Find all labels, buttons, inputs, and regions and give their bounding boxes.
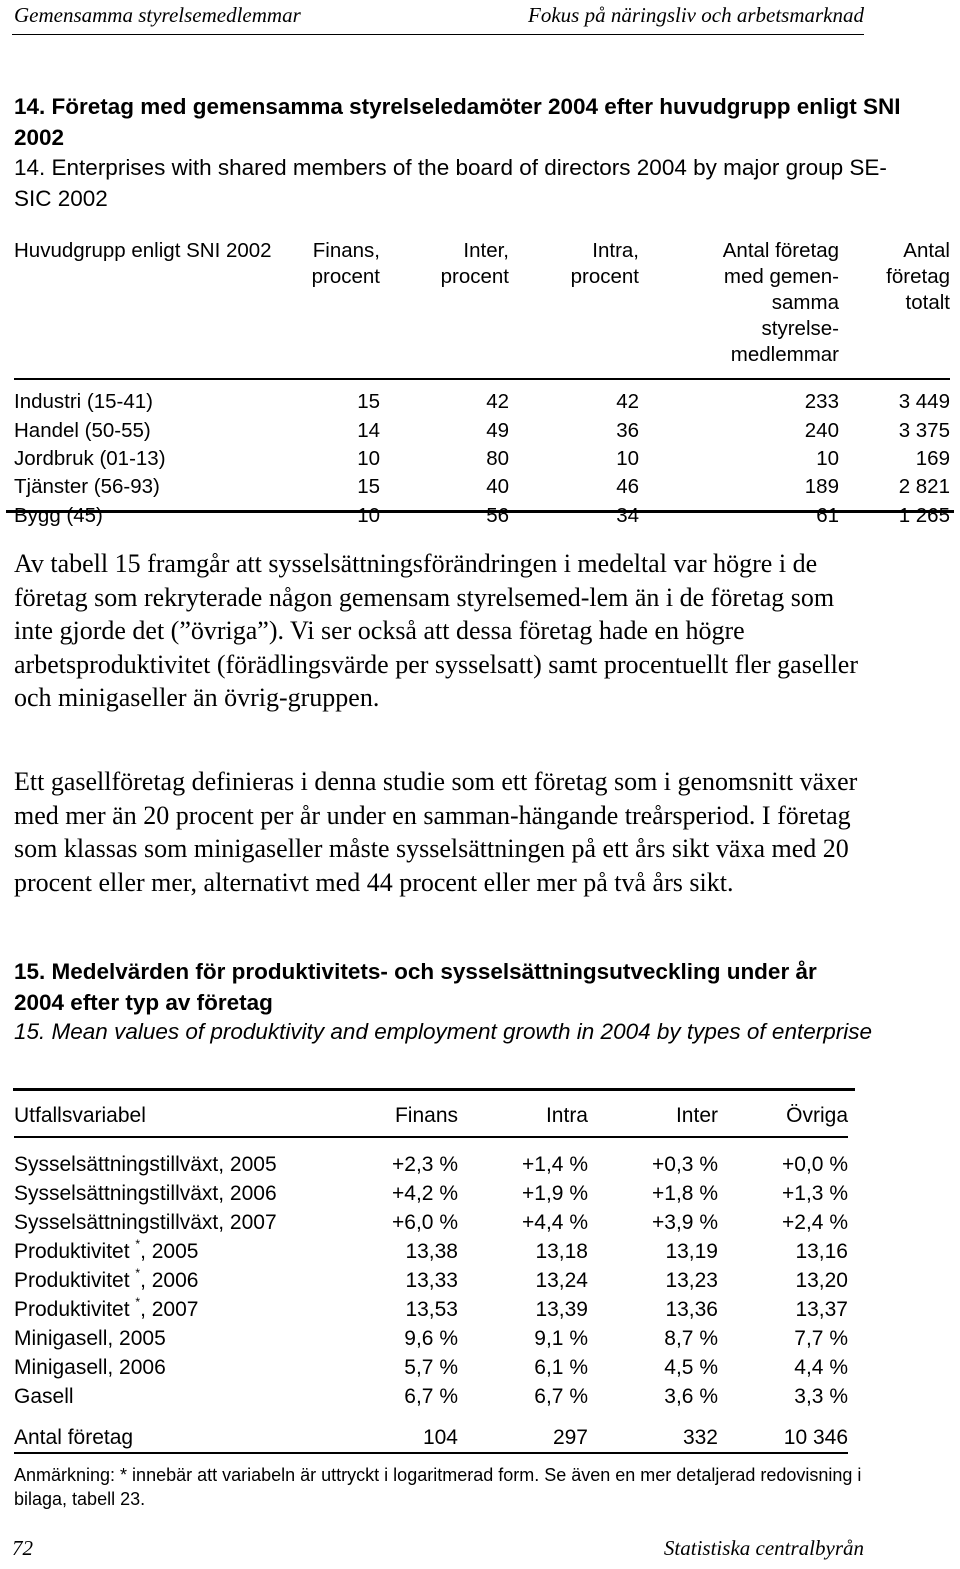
table15-cell: Sysselsättningstillväxt, 2007 — [14, 1211, 277, 1234]
table15-cell: 6,7 % — [534, 1385, 588, 1408]
table15-cell: Sysselsättningstillväxt, 2005 — [14, 1153, 277, 1176]
table15-cell: Minigasell, 2005 — [14, 1327, 166, 1350]
table14-col-header: Huvudgrupp enligt SNI 2002 — [14, 239, 272, 262]
footnote-marker: * — [135, 1237, 141, 1251]
table15-cell: Produktivitet *, 2005 — [14, 1237, 199, 1263]
table15-col-header: Intra — [545, 1104, 588, 1127]
running-header — [12, 0, 864, 35]
table14-cell: Industri (15-41) — [14, 390, 154, 414]
table14-cell: 15 — [357, 475, 380, 499]
table14-cell: 3 375 — [898, 418, 950, 442]
table15-cell: +2,4 % — [782, 1211, 848, 1234]
table-row — [14, 502, 950, 530]
table15-cell: 6,7 % — [404, 1385, 458, 1408]
table15-cell: 13,38 — [405, 1240, 458, 1263]
table15-cell: Antal företag — [14, 1426, 134, 1449]
table15-cell: 13,53 — [405, 1298, 458, 1321]
table-row — [14, 445, 950, 473]
table-row — [14, 1353, 848, 1382]
table14 — [14, 238, 950, 530]
table-row — [14, 1137, 848, 1179]
table14-cell: 61 — [816, 503, 839, 527]
table15-cell: 13,33 — [405, 1269, 458, 1292]
table15-cell: 13,20 — [795, 1269, 848, 1292]
table-row — [14, 416, 950, 444]
table15-cell: Minigasell, 2006 — [14, 1356, 166, 1379]
table15-title-en: 15. Mean values of produktivity and employment growth in 2004 by types of enterprise — [14, 1019, 872, 1044]
table15-cell: +6,0 % — [392, 1211, 458, 1234]
table15-col-header: Finans — [394, 1104, 458, 1127]
table14-cell: Tjänster (56-93) — [14, 475, 160, 499]
table14-cell: 56 — [486, 503, 509, 527]
table15-cell: 104 — [422, 1426, 458, 1449]
page-number: 72 — [12, 1536, 33, 1560]
table14-cell: 1 265 — [898, 503, 950, 527]
table15-top-rule — [13, 1088, 855, 1091]
table-row — [14, 1295, 848, 1324]
table14-cell: 42 — [616, 390, 639, 414]
table-row — [14, 1208, 848, 1237]
table15-cell: +0,3 % — [652, 1153, 718, 1176]
table15-title-sv: 15. Medelvärden för produktivitets- och sysselsättningsutveckling under år 2004 efter typ av företag — [14, 959, 817, 1015]
table15-header-row — [14, 1102, 848, 1137]
table15-col-header: Utfallsvariabel — [14, 1104, 146, 1127]
table15-cell: 4,4 % — [794, 1356, 848, 1379]
table15-cell: Sysselsättningstillväxt, 2006 — [14, 1182, 277, 1205]
table14-cell: 49 — [486, 418, 509, 442]
table14-cell: 15 — [357, 390, 380, 414]
table15-cell: +1,3 % — [782, 1182, 848, 1205]
table15-cell: 6,1 % — [534, 1356, 588, 1379]
table15-cell: Gasell — [14, 1385, 74, 1408]
footnote-marker: * — [135, 1266, 141, 1280]
table14-cell: 10 — [357, 503, 380, 527]
table15-cell: 9,6 % — [404, 1327, 458, 1350]
table15-cell: Produktivitet *, 2007 — [14, 1295, 199, 1321]
table14-cell: 40 — [486, 475, 509, 499]
table15-cell: 3,6 % — [664, 1385, 718, 1408]
footnote-marker: * — [135, 1295, 141, 1309]
table14-cell: 233 — [804, 390, 839, 414]
table14-col-header: Finans, procent — [311, 239, 380, 288]
running-header-left: Gemensamma styrelsemedlemmar — [14, 3, 301, 27]
table15-cell: 7,7 % — [794, 1327, 848, 1350]
table-row — [14, 1324, 848, 1353]
table14-cell: 240 — [804, 418, 839, 442]
table15-cell: 9,1 % — [534, 1327, 588, 1350]
table15-cell: 13,39 — [535, 1298, 588, 1321]
table14-cell: Handel (50-55) — [14, 418, 151, 442]
table14-cell: Jordbruk (01-13) — [14, 446, 166, 470]
table14-col-header: Antal företag med gemen-samma styrelse-medlemmar — [722, 239, 839, 366]
table15-count-row — [14, 1411, 848, 1453]
table15-cell: 5,7 % — [404, 1356, 458, 1379]
table14-cell: 10 — [816, 446, 839, 470]
table14-cell: 10 — [616, 446, 639, 470]
table14-cell: 10 — [357, 446, 380, 470]
table15-cell: 297 — [552, 1426, 588, 1449]
table15-cell: +3,9 % — [652, 1211, 718, 1234]
table-row — [14, 473, 950, 501]
table15-cell: 3,3 % — [794, 1385, 848, 1408]
table15-cell: 13,24 — [535, 1269, 588, 1292]
table14-cell: 14 — [357, 418, 380, 442]
table15-cell: 8,7 % — [664, 1327, 718, 1350]
body-paragraph: Av tabell 15 framgår att sysselsättningsförändringen i medeltal var högre i de företag som rekryterade någon gemensam styrelsemed-lem än i de företag som inte gjorde det (”övriga”). Vi ser också att dessa företag hade en högre arbetsproduktivitet (förädlingsvärde per sysselsatt) samt procentuellt fler gaseller och minigaseller än övrig-gruppen. — [14, 549, 858, 713]
table15-cell: 13,19 — [665, 1240, 718, 1263]
table14-title-sv: 14. Företag med gemensamma styrelseledamöter 2004 efter huvudgrupp enligt SNI 2002 — [14, 94, 901, 150]
table15-cell: +2,3 % — [392, 1153, 458, 1176]
table15-cell: 13,36 — [665, 1298, 718, 1321]
table15-cell: +4,4 % — [522, 1211, 588, 1234]
table14-cell: 169 — [915, 446, 950, 470]
table14-cell: Bygg (45) — [14, 503, 103, 527]
publisher-name: Statistiska centralbyrån — [663, 1536, 864, 1560]
table15-cell: 332 — [682, 1426, 718, 1449]
table-row — [14, 1382, 848, 1411]
table15-col-header: Övriga — [786, 1104, 848, 1127]
table15-cell: 13,18 — [535, 1240, 588, 1263]
body-paragraph: Ett gasellföretag definieras i denna studie som ett företag som i genomsnitt växer med mer än 20 procent per år under en samman-hängande treårsperiod. I företag som klassas som minigaseller måste sysselsättningen på ett års sikt växa med 20 procent eller mer, alternativt med 44 procent eller mer på två års sikt. — [14, 767, 858, 897]
table14-cell: 34 — [616, 503, 639, 527]
running-header-right: Fokus på näringsliv och arbetsmarknad — [528, 3, 864, 27]
table-row — [14, 1179, 848, 1208]
table14-col-header: Antal företag totalt — [886, 239, 950, 314]
table14-cell: 2 821 — [898, 475, 950, 499]
table15-cell: 4,5 % — [664, 1356, 718, 1379]
table15-cell: 13,16 — [795, 1240, 848, 1263]
table14-bottom-rule — [6, 510, 954, 513]
table15-col-header: Inter — [675, 1104, 718, 1127]
table15-cell: +4,2 % — [392, 1182, 458, 1205]
table15 — [14, 1102, 848, 1454]
table14-cell: 80 — [486, 446, 509, 470]
table14-col-header: Intra, procent — [570, 239, 639, 288]
table14-cell: 36 — [616, 418, 639, 442]
table-row — [14, 1237, 848, 1266]
table-row — [14, 379, 950, 416]
table15-cell: +0,0 % — [782, 1153, 848, 1176]
table14-cell: 42 — [486, 390, 509, 414]
table15-note: Anmärkning: * innebär att variabeln är uttryckt i logaritmerad form. Se även en mer detaljerad redovisning i bilaga, tabell 23. — [14, 1465, 862, 1509]
table14-title-en: 14. Enterprises with shared members of the board of directors 2004 by major group SE-SIC 2002 — [14, 155, 887, 211]
table15-cell: +1,9 % — [522, 1182, 588, 1205]
table15-cell: 10 346 — [783, 1426, 848, 1449]
table-row — [14, 1266, 848, 1295]
table15-cell: 13,37 — [795, 1298, 848, 1321]
table15-cell: Produktivitet *, 2006 — [14, 1266, 199, 1292]
table14-col-header: Inter, procent — [440, 239, 509, 288]
table14-cell: 189 — [804, 475, 839, 499]
table14-cell: 46 — [616, 475, 639, 499]
table14-cell: 3 449 — [898, 390, 950, 414]
table14-header-row — [14, 238, 950, 379]
table15-cell: 13,23 — [665, 1269, 718, 1292]
table15-cell: +1,8 % — [652, 1182, 718, 1205]
table15-cell: +1,4 % — [522, 1153, 588, 1176]
